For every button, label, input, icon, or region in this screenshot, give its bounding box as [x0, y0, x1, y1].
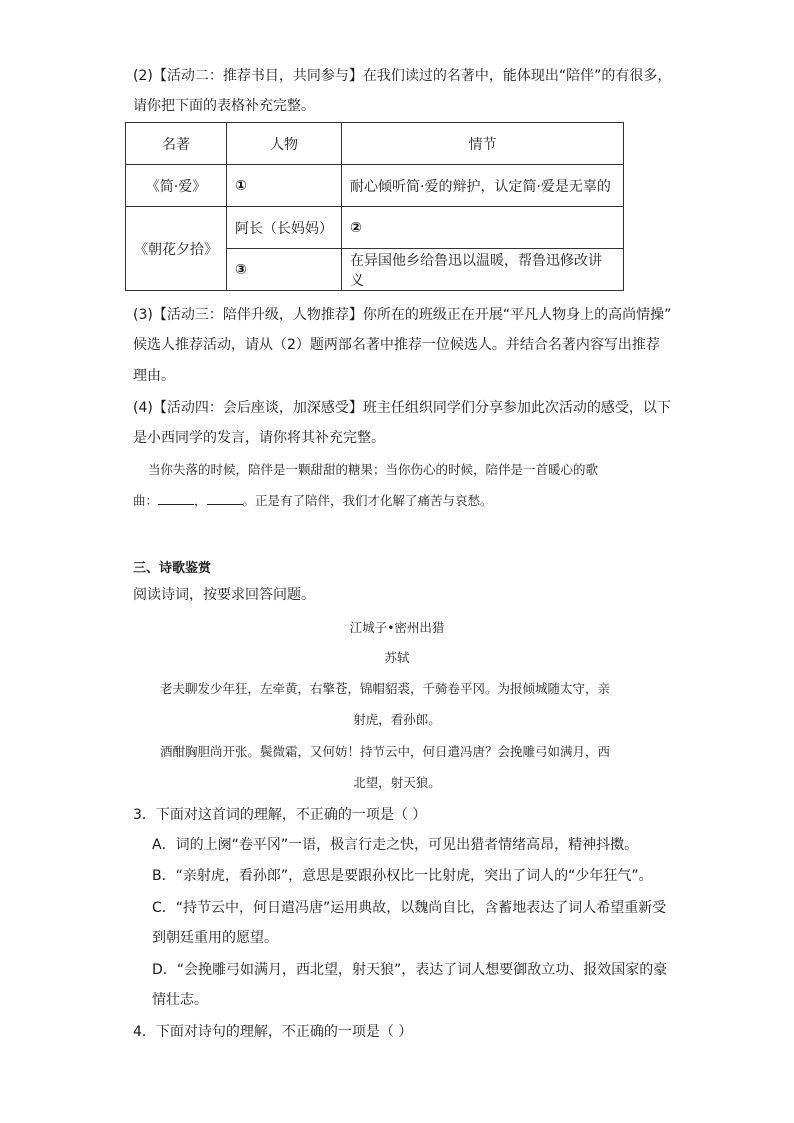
header-person: 人物 [227, 123, 342, 165]
fill-blank-1[interactable] [158, 492, 194, 505]
question-3-option-d[interactable]: D．“会挽雕弓如满月，西北望，射天狼”，表达了词人想要御敌立功、报效国家的豪 [152, 962, 668, 978]
cell-plot-1: 耐心倾听简·爱的辩护，认定简·爱是无辜的 [342, 165, 624, 207]
cell-blank-1: ① [227, 165, 342, 207]
activity3-line2: 候选人推荐活动，请从（2）题两部名著中推荐一位候选人。并结合名著内容写出推荐 [133, 337, 660, 353]
activity2-line2: 请你把下面的表格补充完整。 [133, 98, 315, 114]
header-plot: 情节 [342, 123, 624, 165]
activity4-line1: (4)【活动四：会后座谈，加深感受】班主任组织同学们分享参加此次活动的感受，以下 [133, 400, 671, 416]
book-table [125, 122, 624, 291]
question-3-option-c-cont: 到朝廷重用的愿望。 [152, 930, 278, 946]
poem-line1: 老夫聊发少年狂，左牵黄，右擎苍，锦帽貂裘，千骑卷平冈。为报倾城随太守，亲 [160, 681, 611, 696]
fill-blank-2[interactable] [207, 492, 243, 505]
poem-author: 苏轼 [384, 650, 410, 665]
poem-line2: 射虎，看孙郎。 [353, 712, 441, 727]
quote-suffix: 。正是有了陪伴，我们才化解了痛苦与哀愁。 [242, 493, 493, 508]
activity2-line1: (2)【活动二：推荐书目，共同参与】在我们读过的名著中，能体现出“陪伴”的有很多， [133, 68, 672, 84]
quote-line1: 当你失落的时候，陪伴是一颗甜甜的糖果；当你伤心的时候，陪伴是一首暖心的歌 [148, 462, 599, 477]
cell-book-jane-eyre: 《简·爱》 [126, 165, 227, 207]
poem-line3: 酒酣胸胆尚开张。鬓微霜，又何妨！持节云中，何日遣冯唐？会挽雕弓如满月，西 [160, 744, 611, 759]
question-3-stem: 3．下面对这首词的理解，不正确的一项是（ ） [133, 807, 427, 823]
cell-person-achang: 阿长（长妈妈） [227, 207, 342, 249]
table-header-row [126, 123, 624, 165]
cell-plot-3: 在异国他乡给鲁迅以温暖，帮鲁迅修改讲义 [342, 249, 624, 291]
table-row [126, 207, 624, 249]
cell-book-zhaohua: 《朝花夕拾》 [126, 207, 227, 291]
activity4-line2: 是小西同学的发言，请你将其补充完整。 [133, 430, 385, 446]
table-row [126, 165, 624, 207]
quote-prefix: 曲： [133, 493, 159, 508]
cell-blank-2: ② [342, 207, 624, 249]
question-4-stem: 4．下面对诗句的理解，不正确的一项是（ ） [133, 1024, 413, 1040]
question-3-option-c[interactable]: C．“持节云中，何日遣冯唐”运用典故，以魏尚自比，含蓄地表达了词人希望重新受 [152, 900, 667, 916]
question-3-option-b[interactable]: B．“亲射虎，看孙郎”，意思是要跟孙权比一比射虎，突出了词人的“少年狂气”。 [152, 868, 653, 884]
question-3-option-a[interactable]: A．词的上阕“卷平冈”一语，极言行走之快，可见出猎者情绪高昂，精神抖擞。 [152, 837, 639, 853]
question-3-option-d-cont: 情壮志。 [152, 992, 208, 1008]
header-book: 名著 [126, 123, 227, 165]
quote-line2 [133, 491, 493, 511]
poem-line4: 北望，射天狼。 [353, 775, 441, 790]
activity3-line3: 理由。 [133, 368, 175, 384]
section-instruction: 阅读诗词，按要求回答问题。 [133, 587, 315, 603]
quote-separator: ， [194, 493, 207, 508]
cell-blank-3: ③ [227, 249, 342, 291]
poem-title: 江城子•密州出猎 [349, 620, 445, 635]
activity3-line1: (3)【活动三：陪伴升级，人物推荐】你所在的班级正在开展“平凡人物身上的高尚情操” [133, 307, 672, 323]
section-heading: 三、诗歌鉴赏 [133, 561, 212, 576]
